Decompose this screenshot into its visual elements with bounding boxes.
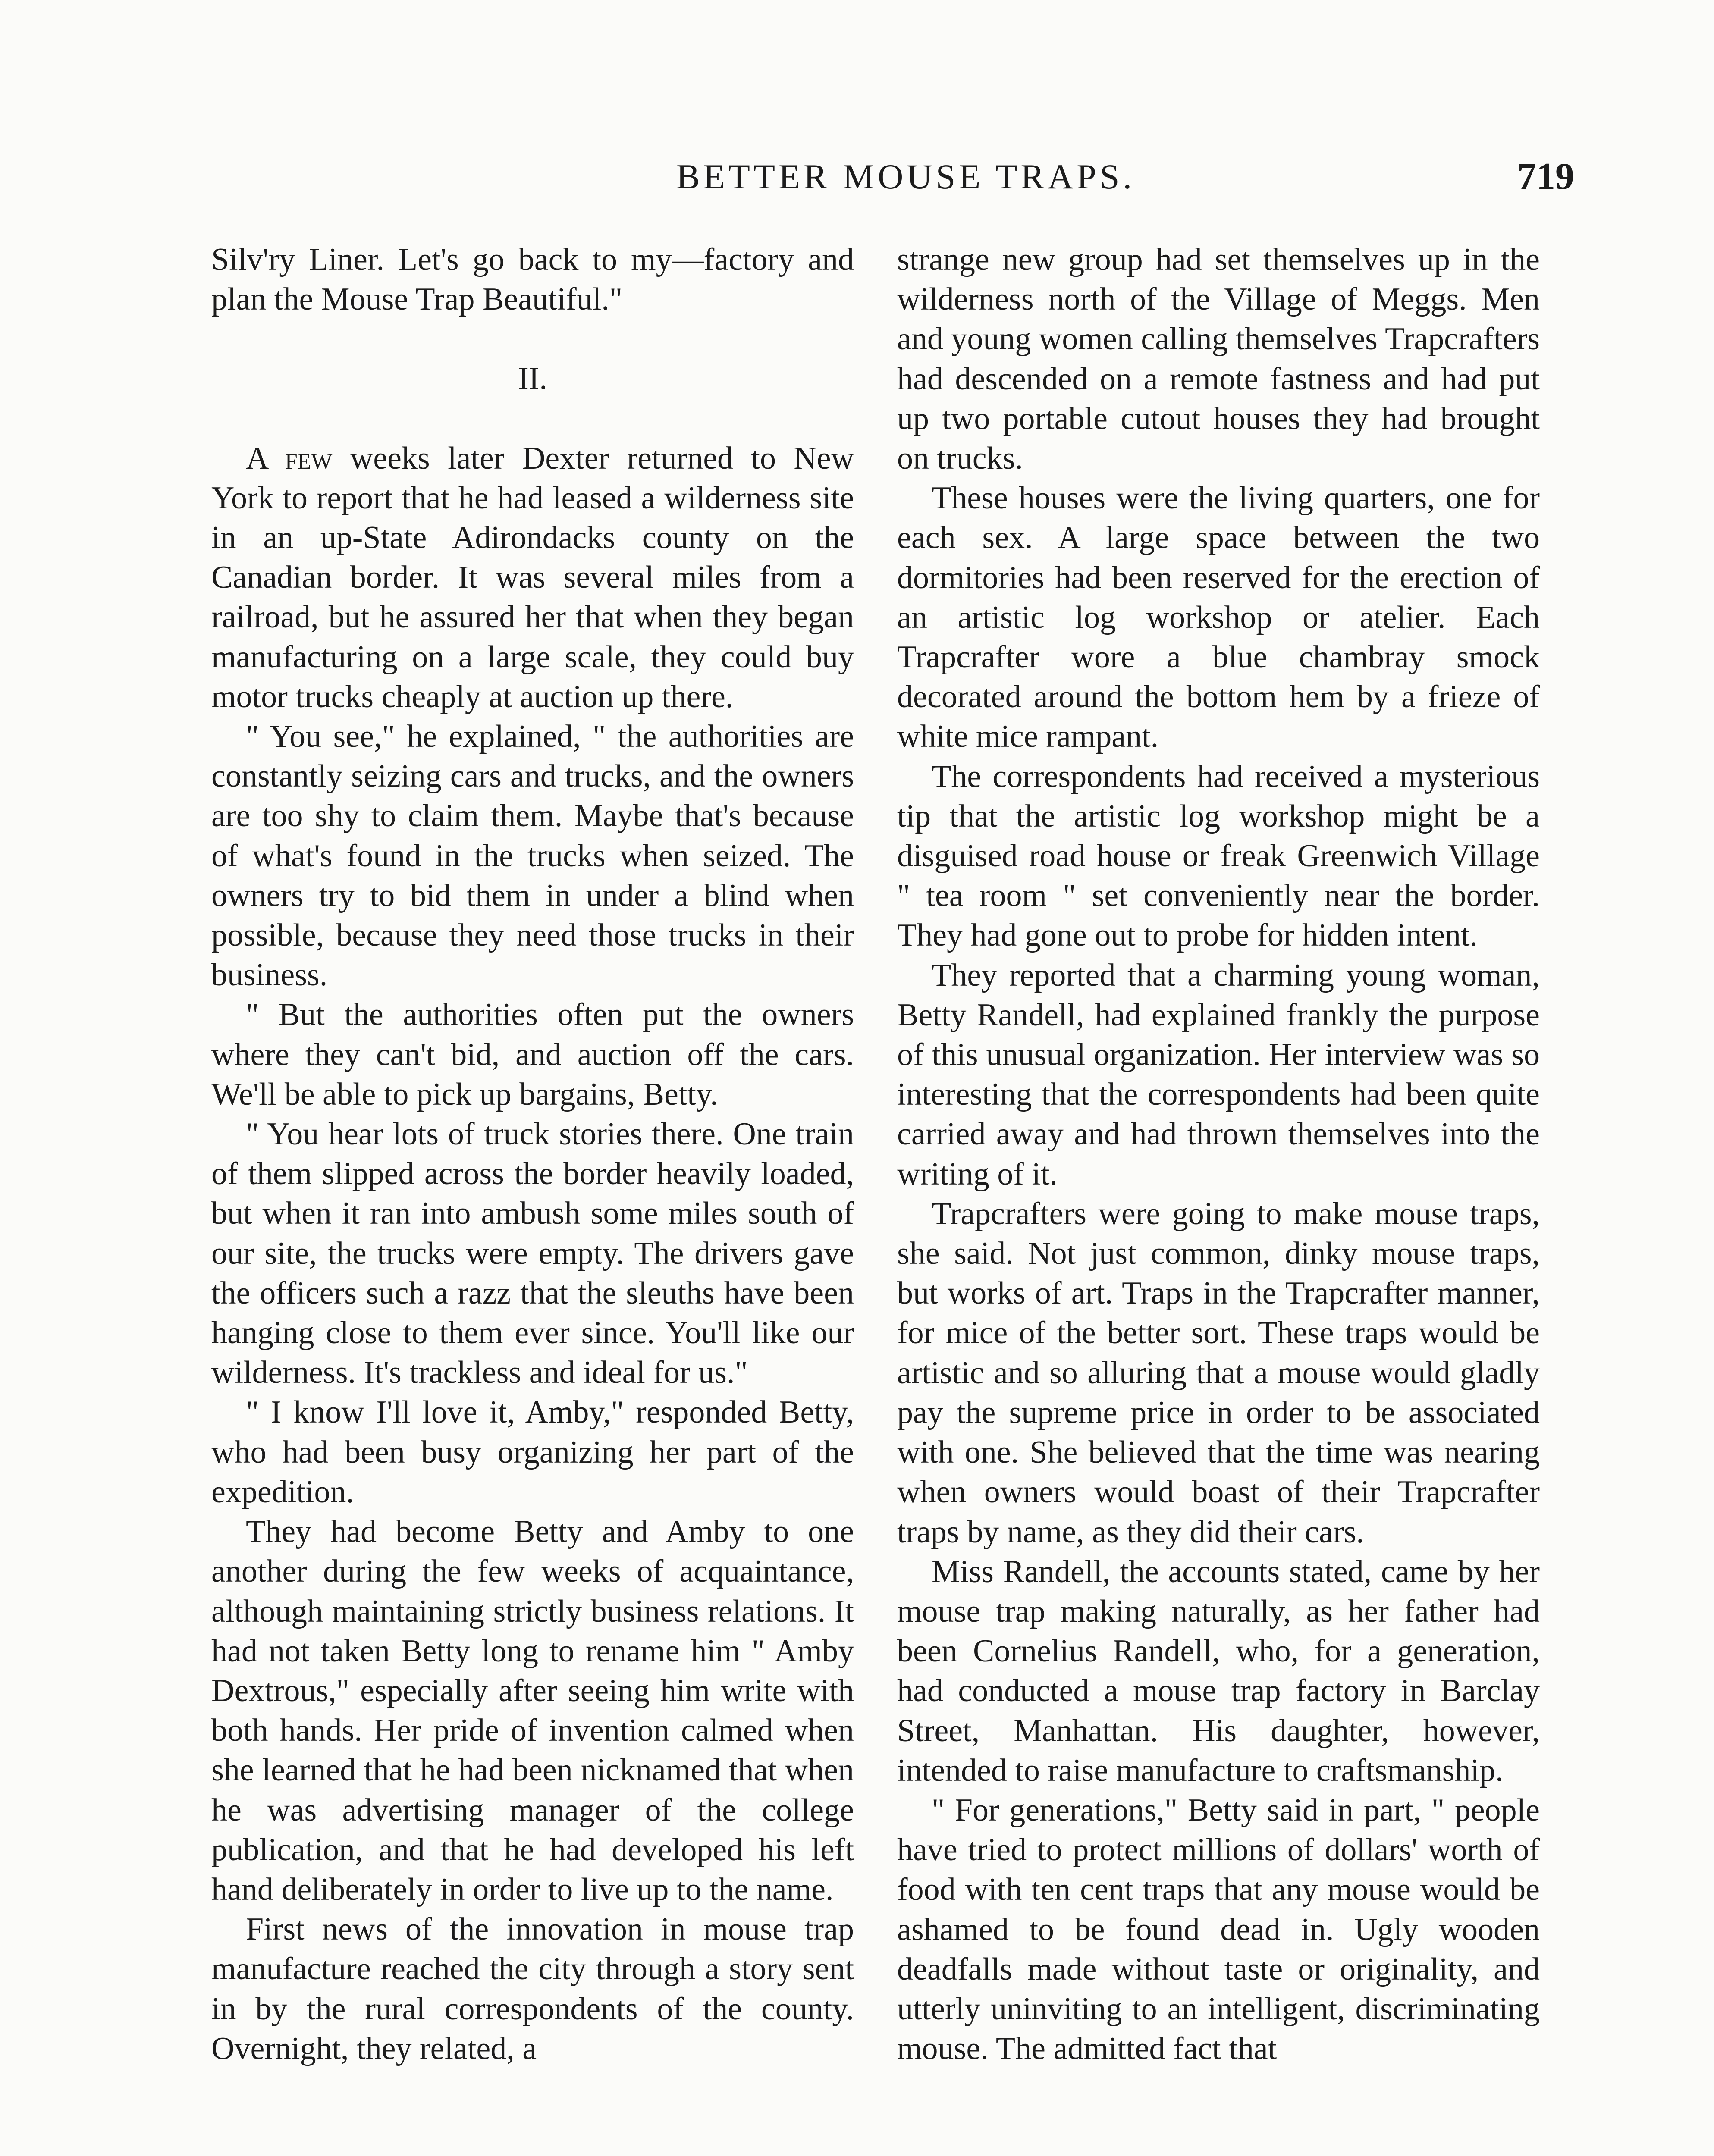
paragraph: The correspondents had received a mysterious tip that the artistic log workshop might be a disguised road house or freak Greenwich Village " tea room " set conveniently near the border. They had gone out to probe for hidden intent.	[897, 758, 1540, 953]
paragraph: Miss Randell, the accounts stated, came by her mouse trap making naturally, as her father had been Cornelius Randell, who, for a generation, had conducted a mouse trap factory in Barclay Street, Manhattan. His daughter, however, intended to raise manufacture to craftsmanship.	[897, 1554, 1540, 1788]
paragraph: " But the authorities often put the owners where they can't bid, and auction off the cars. We'll be able to pick up bargains, Betty.	[211, 997, 854, 1112]
paragraph: " You see," he explained, " the authorities are constantly seizing cars and trucks, and the owners are too shy to claim them. Maybe that's because of what's found in the trucks when seized. The owners try to bid them in under a blind when possible, because they need those trucks in their business.	[211, 719, 854, 993]
left-column	[211, 240, 854, 2068]
paragraph-text: weeks later Dexter returned to New York to report that he had leased a wilderness site in an up-State Adirondacks county on the Canadian border. It was several miles from a railroad, but he assured her that when they began manufacturing on a large scale, they could buy motor trucks cheaply at auction up there.	[211, 440, 854, 714]
paragraph: " For generations," Betty said in part, " people have tried to protect millions of dollars' worth of food with ten cent traps that any mouse would be ashamed to be found dead in. Ugly wooden deadfalls made without taste or originality, and utterly uninviting to an intelligent, discriminating mouse. The admitted fact that	[897, 1792, 1540, 2067]
running-title: BETTER MOUSE TRAPS.	[676, 157, 1135, 196]
page-header	[0, 153, 1714, 205]
page-number: 719	[1517, 156, 1574, 197]
drop-lead: A few	[246, 440, 333, 476]
paragraph: " You hear lots of truck stories there. One train of them slipped across the border heavily loaded, but when it ran into ambush some miles south of our site, the trucks were empty. The drivers gave the officers such a razz that the sleuths have been hanging close to them ever since. You'll like our wilderness. It's trackless and ideal for us."	[211, 1116, 854, 1391]
section-number: II.	[518, 361, 547, 397]
paragraph: " I know I'll love it, Amby," responded Betty, who had been busy organizing her part of the expedition.	[211, 1395, 854, 1510]
paragraph: Silv'ry Liner. Let's go back to my—factory and plan the Mouse Trap Beautiful."	[211, 242, 854, 317]
paragraph: Trapcrafters were going to make mouse traps, she said. Not just common, dinky mouse traps, but works of art. Traps in the Trapcrafter manner, for mice of the better sort. These traps would be artistic and so alluring that a mouse would gladly pay the supreme price in order to be associated with one. She believed that the time was nearing when owners would boast of their Trapcrafter traps by name, as they did their cars.	[897, 1196, 1540, 1550]
paragraph: They reported that a charming young woman, Betty Randell, had explained frankly the purpose of this unusual organization. Her interview was so interesting that the correspondents had been quite carried away and had thrown themselves into the writing of it.	[897, 957, 1540, 1192]
right-column	[897, 240, 1540, 2068]
paragraph: First news of the innovation in mouse trap manufacture reached the city through a story sent in by the rural correspondents of the county. Overnight, they related, a	[211, 1912, 854, 2066]
paragraph: These houses were the living quarters, one for each sex. A large space between the two dormitories had been reserved for the erection of an artistic log workshop or atelier. Each Trapcrafter wore a blue chambray smock decorated around the bottom hem by a frieze of white mice rampant.	[897, 480, 1540, 755]
paragraph: strange new group had set themselves up in the wilderness north of the Village of Meggs. Men and young women calling themselves Trapcrafters had descended on a remote fastness and had put up two portable cutout houses they had brought on trucks.	[897, 242, 1540, 476]
paragraph: They had become Betty and Amby to one another during the few weeks of acquaintance, although maintaining strictly business relations. It had not taken Betty long to rename him " Amby Dextrous," especially after seeing him write with both hands. Her pride of invention calmed when she learned that he had been nicknamed that when he was advertising manager of the college publication, and that he had developed his left hand deliberately in order to live up to the name.	[211, 1514, 854, 1907]
paragraph	[211, 439, 854, 717]
